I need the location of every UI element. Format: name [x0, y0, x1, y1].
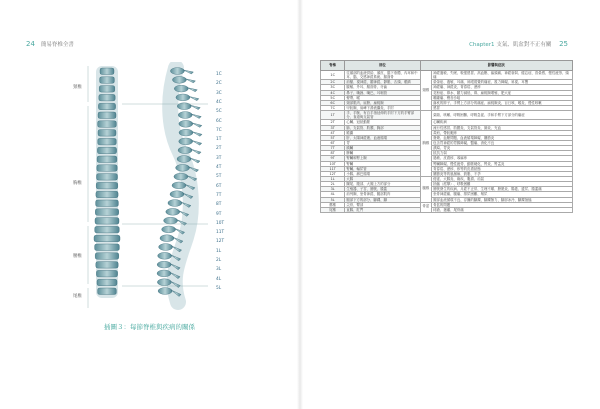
cell-body-part: 往頭部的血液供給、頭皮、腦下垂體、內耳和中耳、腦、交感神經系統、臉面骨	[345, 71, 420, 80]
vertebra-front	[97, 165, 117, 172]
right-page	[300, 0, 600, 409]
cell-body-part: 鼻子、嘴唇、嘴巴、耳咽管	[345, 90, 420, 95]
cell-body-part: 闌尾、腹部、大腿上方的部分	[345, 182, 420, 187]
cell-vertebra: 7T	[321, 146, 345, 151]
cell-body-part: 腎臟和腎上腺	[345, 156, 420, 161]
vertebra-label: 2T	[216, 146, 222, 152]
vertebra-side	[174, 85, 188, 92]
vertebra-front	[94, 235, 120, 242]
spinous-process	[187, 88, 197, 92]
vertebra-side	[178, 147, 192, 154]
cell-body-part: 胰臟	[345, 146, 420, 151]
vertebra-label: 5L	[216, 285, 222, 291]
cell-symptoms: 神經痛、神經炎、青春痘、溼疹	[432, 85, 573, 90]
cell-body-part: 心臟、冠狀動脈	[345, 120, 420, 125]
cell-vertebra: 3L	[321, 187, 345, 192]
spine-illustration	[58, 62, 282, 312]
cell-vertebra: 5L	[321, 197, 345, 202]
cell-symptoms: 青春痘、溼疹、疹等的皮膚狀態	[432, 166, 573, 171]
cell-body-part: 膽囊	[345, 130, 420, 135]
spine-symptom-table	[320, 60, 573, 213]
vertebra-front	[95, 209, 118, 216]
vertebra-label: 7C	[216, 127, 222, 133]
vertebra-front	[100, 68, 114, 75]
vertebra-front	[97, 279, 117, 286]
cell-vertebra: 4C	[321, 90, 345, 95]
vertebra-front	[98, 103, 115, 110]
vertebra-label: 3C	[216, 90, 222, 96]
chapter-label: Chapter1	[469, 42, 495, 48]
vertebra-side	[178, 112, 192, 119]
spinous-process	[190, 105, 200, 109]
cell-symptoms: 黃疸、帶狀皰疹	[432, 130, 573, 135]
cell-body-part: 直腸、肛門	[345, 207, 420, 212]
right-page-number: 25	[559, 40, 568, 48]
vertebra-front	[96, 182, 118, 189]
cell-vertebra: 8T	[321, 151, 345, 156]
cell-symptoms: 抽搐（痙攣）、呼吸困難	[432, 182, 573, 187]
vertebra-side	[174, 173, 188, 180]
vertebra-side	[168, 200, 182, 207]
cell-vertebra: 3T	[321, 125, 345, 130]
cell-symptoms: 骨盆的問題	[432, 202, 573, 207]
vertebra-label: 4T	[216, 165, 222, 170]
vertebra-label: 12T	[216, 239, 225, 245]
table-header-row	[321, 61, 573, 71]
cell-body-part: 頸部肌肉、肩膀、扁桃腺	[345, 100, 420, 105]
cell-vertebra: 5C	[321, 95, 345, 100]
vertebra-label: 8T	[216, 202, 222, 208]
cell-group-label: 骨盆	[420, 202, 432, 212]
vertebra-front	[98, 288, 117, 295]
cell-vertebra: 2L	[321, 182, 345, 187]
spinous-process	[185, 79, 195, 83]
vertebra-front	[97, 174, 118, 181]
region-label-cervical: 頸椎	[73, 85, 82, 90]
cell-body-part: 聲帶、喉	[345, 95, 420, 100]
spinous-process	[192, 123, 202, 128]
chapter-title: 支氣、肌盆對不正有關	[496, 42, 552, 48]
vertebra-side	[158, 288, 172, 295]
cell-vertebra: 3C	[321, 85, 345, 90]
vertebra-side	[164, 217, 178, 224]
cell-symptoms: 痔瘡、搔癢、尾骨痛	[432, 207, 573, 212]
cell-symptoms: 發燒、血壓問題、血液循環障礙、關節炎	[432, 135, 573, 140]
cell-vertebra: 1C	[321, 71, 345, 80]
cell-body-part: 生殖器、子宮、膀胱、膝蓋	[345, 187, 420, 192]
cell-vertebra: 1T	[321, 111, 345, 120]
cell-body-part: 前列腺、坐骨神經、腰部肌肉	[345, 192, 420, 197]
cell-body-part: 腎臟	[345, 161, 420, 166]
spinous-process	[191, 114, 201, 119]
cell-body-part: 甲狀腺、肩峰下滑液囊炎、手肘	[345, 105, 420, 110]
vertebra-label: 5T	[216, 174, 222, 180]
region-label-thoracic: 胸椎	[73, 181, 82, 186]
vertebra-side	[179, 120, 193, 127]
cell-symptoms: 便祕、大腸炎、痢疾、腹瀉、疝氣	[432, 176, 573, 181]
vertebra-front	[95, 244, 120, 251]
vertebra-side	[170, 68, 184, 75]
vertebra-front	[97, 156, 117, 163]
cell-body-part: 腿部下方的部分、腳踝、腳	[345, 197, 420, 202]
cell-symptoms: 抵抗力弱	[432, 151, 573, 156]
vertebra-label: 1L	[216, 248, 222, 254]
vertebra-front	[98, 121, 117, 128]
cell-body-part: 臉頰、外耳、顏面骨、牙齒	[345, 85, 420, 90]
cell-symptoms: 感冒	[432, 105, 573, 110]
vertebra-side	[162, 226, 176, 233]
cell-symptoms: 膀胱發生的疾病、月經不正常、生理不順、膀胱炎、陽萎、遺尿、膝蓋痛	[432, 187, 573, 192]
table-row	[321, 207, 573, 212]
cell-vertebra: 2C	[321, 80, 345, 85]
vertebra-front	[98, 138, 117, 145]
left-header	[26, 40, 74, 48]
vertebra-label: 4L	[216, 276, 222, 282]
cell-body-part: 脾臟	[345, 151, 420, 156]
vertebra-label: 2C	[216, 81, 222, 87]
table-body	[321, 71, 573, 213]
vertebra-side	[166, 208, 180, 215]
cell-vertebra: 7C	[321, 105, 345, 110]
cell-vertebra: 薦椎	[321, 202, 345, 207]
vertebra-side	[157, 270, 171, 277]
vertebra-front	[96, 262, 118, 269]
vertebra-front	[99, 86, 115, 93]
vertebra-side	[179, 129, 193, 136]
cell-body-part: 大腸	[345, 176, 420, 181]
cell-body-part: 前額、視神經、聽神經、靜脈、舌頭、眼睛	[345, 80, 420, 85]
spinous-process	[192, 132, 202, 137]
cell-vertebra: 尾椎	[321, 207, 345, 212]
table-row	[321, 100, 573, 105]
header-body-part: 部位	[345, 61, 420, 71]
vertebra-label: 11T	[216, 230, 225, 236]
cell-symptoms: 過敏、皮膚疹、蕁麻疹	[432, 156, 573, 161]
vertebra-front	[95, 226, 120, 233]
vertebra-front	[99, 94, 115, 101]
cell-body-part: 胃	[345, 140, 420, 145]
spinous-process	[183, 70, 193, 74]
vertebra-front	[98, 112, 116, 119]
cell-symptoms: 花粉症、鼻水、聽力減低、鼻、扁桃腺增殖、肥大症	[432, 90, 573, 95]
cell-body-part: 尖骨、臀部	[345, 202, 420, 207]
vertebra-front	[95, 218, 119, 225]
vertebra-side	[176, 164, 190, 171]
book-title: 簡易脊椎全書	[40, 42, 74, 48]
vertebra-label: 6T	[216, 183, 222, 189]
spine-side-view	[157, 68, 202, 302]
cell-vertebra: 4L	[321, 192, 345, 197]
vertebra-label: 3L	[216, 267, 222, 273]
vertebra-side	[172, 76, 186, 83]
header-vertebra: 脊椎	[321, 61, 345, 71]
vertebra-front	[96, 270, 117, 277]
spinous-process	[191, 149, 201, 154]
vertebra-side	[157, 261, 171, 268]
cell-vertebra: 6T	[321, 140, 345, 145]
cell-body-part: 手、手腕、有自手指延伸的手肘下方的手臂部分、食道與支氣管	[345, 111, 420, 120]
cell-symptoms: 喉嚨痛、聲音沙啞	[432, 95, 573, 100]
vertebra-front	[95, 253, 119, 259]
vertebra-side	[172, 182, 186, 189]
vertebra-front	[96, 200, 119, 207]
vertebra-label: 6C	[216, 118, 222, 124]
cell-body-part: 肺、支氣管、肋膜、胸部	[345, 125, 420, 130]
cell-body-part: 腎臟、輸尿管	[345, 166, 420, 171]
vertebra-side	[159, 244, 173, 251]
vertebra-side	[160, 235, 174, 242]
vertebra-side	[170, 191, 184, 198]
cell-symptoms: 包含胃神經的胃腸障礙、醫痛、消化不良	[432, 140, 573, 145]
vertebra-label: 7T	[216, 192, 222, 198]
vertebra-label: 4C	[216, 99, 222, 105]
cell-symptoms: 落枕的脖子、手臂上方部分的痛症、扁桃腺炎、百日咳、喉炎、慢性咳嗽	[432, 100, 573, 105]
cell-vertebra: 2T	[321, 120, 345, 125]
cell-symptoms: 流行性感冒、肋膜炎、支氣管炎、肺炎、充血	[432, 125, 573, 130]
vertebra-label: 1C	[216, 72, 222, 77]
cell-group-label: 腰椎	[420, 176, 432, 202]
spine-front-view	[94, 66, 120, 298]
spinous-process	[192, 140, 202, 145]
cell-vertebra: 10T	[321, 161, 345, 166]
vertebra-front	[98, 130, 116, 137]
vertebra-label: 5C	[216, 109, 222, 115]
spinous-process	[189, 96, 199, 100]
cell-symptoms: 心臟疾病	[432, 120, 573, 125]
vertebra-front	[97, 147, 116, 154]
cell-symptoms: 氣喘、咳嗽、呼吸困難、呼吸急促、手和手臂下方部分的痛症	[432, 111, 573, 120]
cell-group-label: 頸椎	[420, 71, 432, 111]
figure-caption: 插圖３：每節脊椎與疾病的關係	[104, 323, 195, 331]
vertebra-side	[158, 252, 172, 259]
region-label-coccyx: 尾椎	[73, 294, 82, 299]
vertebra-side	[179, 138, 193, 145]
vertebra-label: 2L	[216, 258, 222, 263]
vertebra-front	[100, 77, 115, 84]
vertebra-side	[176, 94, 190, 101]
cell-symptoms: 腎臟障礙、慢性疲勞、動脈硬化、腎炎、腎盂炎	[432, 161, 573, 166]
vertebra-label: 10T	[216, 220, 225, 226]
cell-body-part: 小腸、淋巴循環	[345, 171, 420, 176]
cell-symptoms: 關節炎等的風濕病、鼓脹、不孕	[432, 171, 573, 176]
cell-symptoms: 腿部血液循環不良、浮腫的腳踝、腳踝無力、腳部冰冷、腳踝抽搐	[432, 197, 573, 202]
cell-symptoms: 神經過敏、失眠、較強感冒、高血壓、偏頭痛、神經衰弱、健忘症、昏暈感、慢性疲勞、頭痛	[432, 71, 573, 80]
cell-vertebra: 9T	[321, 156, 345, 161]
left-page-number: 24	[26, 40, 35, 48]
cell-symptoms: 潰瘍、胃炎	[432, 146, 573, 151]
cell-vertebra: 12T	[321, 171, 345, 176]
vertebra-side	[177, 156, 191, 163]
table-row	[321, 71, 573, 80]
vertebra-label: 1T	[216, 137, 222, 143]
cell-vertebra: 1L	[321, 176, 345, 181]
cell-group-label: 胸椎	[420, 111, 432, 177]
vertebra-front	[96, 191, 118, 198]
cell-symptoms: 暈暈症、過敏、耳痛、斜眼視覺的痛症、視力障礙、斜視、耳聾	[432, 80, 573, 85]
cell-body-part: 肝、太陽神經叢、血液循環	[345, 135, 420, 140]
right-header	[469, 40, 568, 48]
cell-vertebra: 4T	[321, 130, 345, 135]
header-symptoms: 影響與症狀	[420, 61, 572, 71]
vertebra-label: 9T	[216, 211, 222, 217]
table-row	[321, 111, 573, 120]
cell-vertebra: 5T	[321, 135, 345, 140]
region-label-lumbar: 腰椎	[73, 254, 82, 259]
cell-symptoms: 坐骨神經痛、腰痛、排尿困難、頻尿	[432, 192, 573, 197]
cell-vertebra: 6C	[321, 100, 345, 105]
vertebra-side	[157, 279, 171, 286]
vertebra-label: 3T	[216, 155, 222, 161]
cell-vertebra: 11T	[321, 166, 345, 171]
